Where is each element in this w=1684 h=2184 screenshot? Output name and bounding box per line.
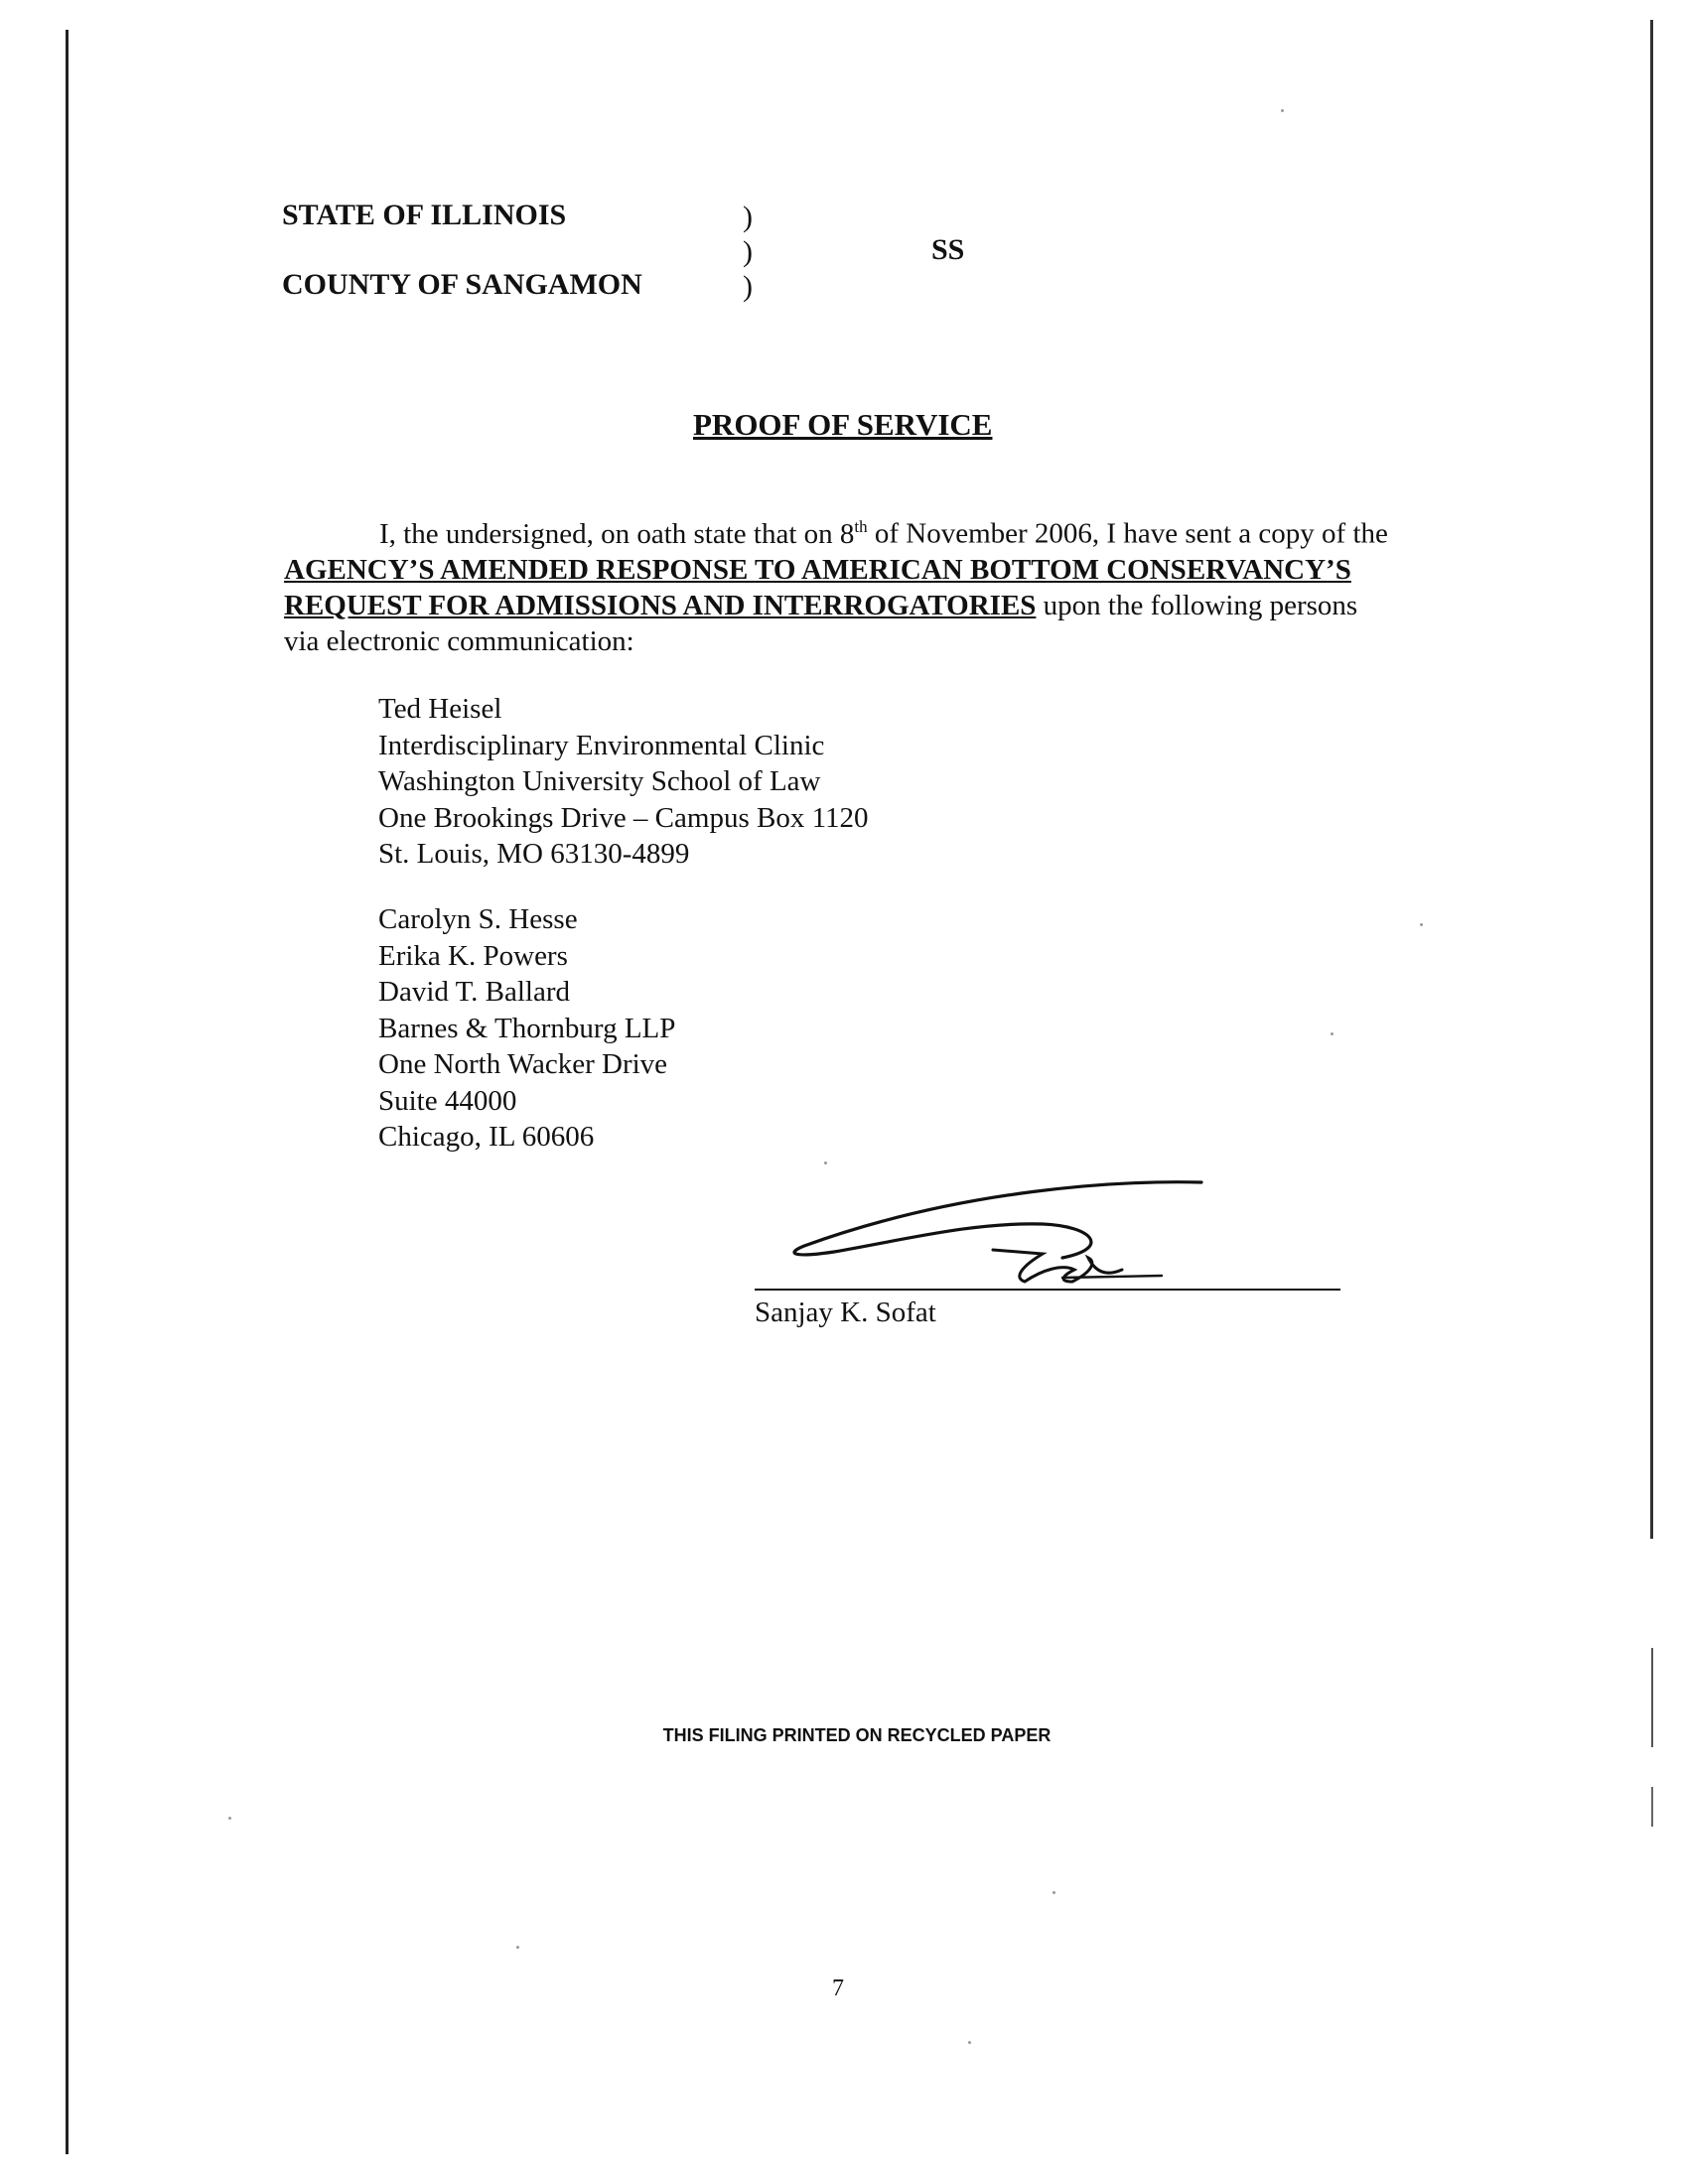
scan-speck [1420, 923, 1423, 926]
signature-line [755, 1289, 1340, 1291]
scan-speck [1052, 1891, 1055, 1894]
page-title: PROOF OF SERVICE [693, 407, 993, 442]
handwritten-signature [765, 1166, 1221, 1296]
address-line: St. Louis, MO 63130-4899 [378, 838, 690, 870]
address-line: Barnes & Thornburg LLP [378, 1012, 676, 1044]
address-line: Carolyn S. Hesse [378, 903, 578, 935]
address-line: One North Wacker Drive [378, 1048, 668, 1080]
caption-paren: ) [743, 235, 753, 268]
statement-intro-continued: of November 2006, I have sent a copy of the [867, 517, 1388, 550]
page-number: 7 [832, 1976, 844, 2001]
address-line: Suite 44000 [378, 1084, 517, 1117]
address-line: Washington University School of Law [378, 765, 821, 797]
recipient-address-block [378, 691, 869, 873]
page-title-container [693, 407, 992, 443]
address-line: One Brookings Drive – Campus Box 1120 [378, 801, 869, 834]
address-line: Interdisciplinary Environmental Clinic [378, 729, 825, 761]
statement-intro: I, the undersigned, on oath state that on 8 [379, 517, 855, 550]
scan-speck [824, 1161, 827, 1164]
date-ordinal-suffix: th [854, 517, 868, 536]
statement-closing: upon the following persons via electronic communication: [284, 589, 1358, 657]
scan-border-left [66, 30, 69, 2154]
caption-state: STATE OF ILLINOIS [282, 199, 567, 231]
caption-county: COUNTY OF SANGAMON [282, 268, 642, 301]
served-document-title: AGENCY’S AMENDED RESPONSE TO AMERICAN BOTTOM CONSERVANCY’S REQUEST FOR ADMISSIONS AND INTERROGATORIES [284, 553, 1351, 621]
scan-border-right [1650, 20, 1653, 1539]
caption-ss: SS [931, 233, 965, 266]
address-line: Erika K. Powers [378, 939, 568, 972]
scan-border-right-fragment [1651, 1787, 1653, 1827]
recipient-address-block [378, 901, 675, 1156]
scan-speck [1331, 1032, 1333, 1035]
scan-speck [228, 1817, 231, 1820]
scan-speck [516, 1946, 519, 1949]
scan-speck [1281, 109, 1284, 112]
service-statement [284, 509, 1396, 659]
signatory-name: Sanjay K. Sofat [755, 1297, 936, 1328]
address-line: Ted Heisel [378, 693, 502, 725]
scan-speck [968, 2041, 971, 2044]
address-line: Chicago, IL 60606 [378, 1121, 595, 1153]
caption-paren: ) [743, 201, 753, 233]
recycled-paper-note: THIS FILING PRINTED ON RECYCLED PAPER [662, 1725, 1052, 1745]
address-line: David T. Ballard [378, 976, 571, 1008]
caption-paren: ) [743, 270, 753, 303]
